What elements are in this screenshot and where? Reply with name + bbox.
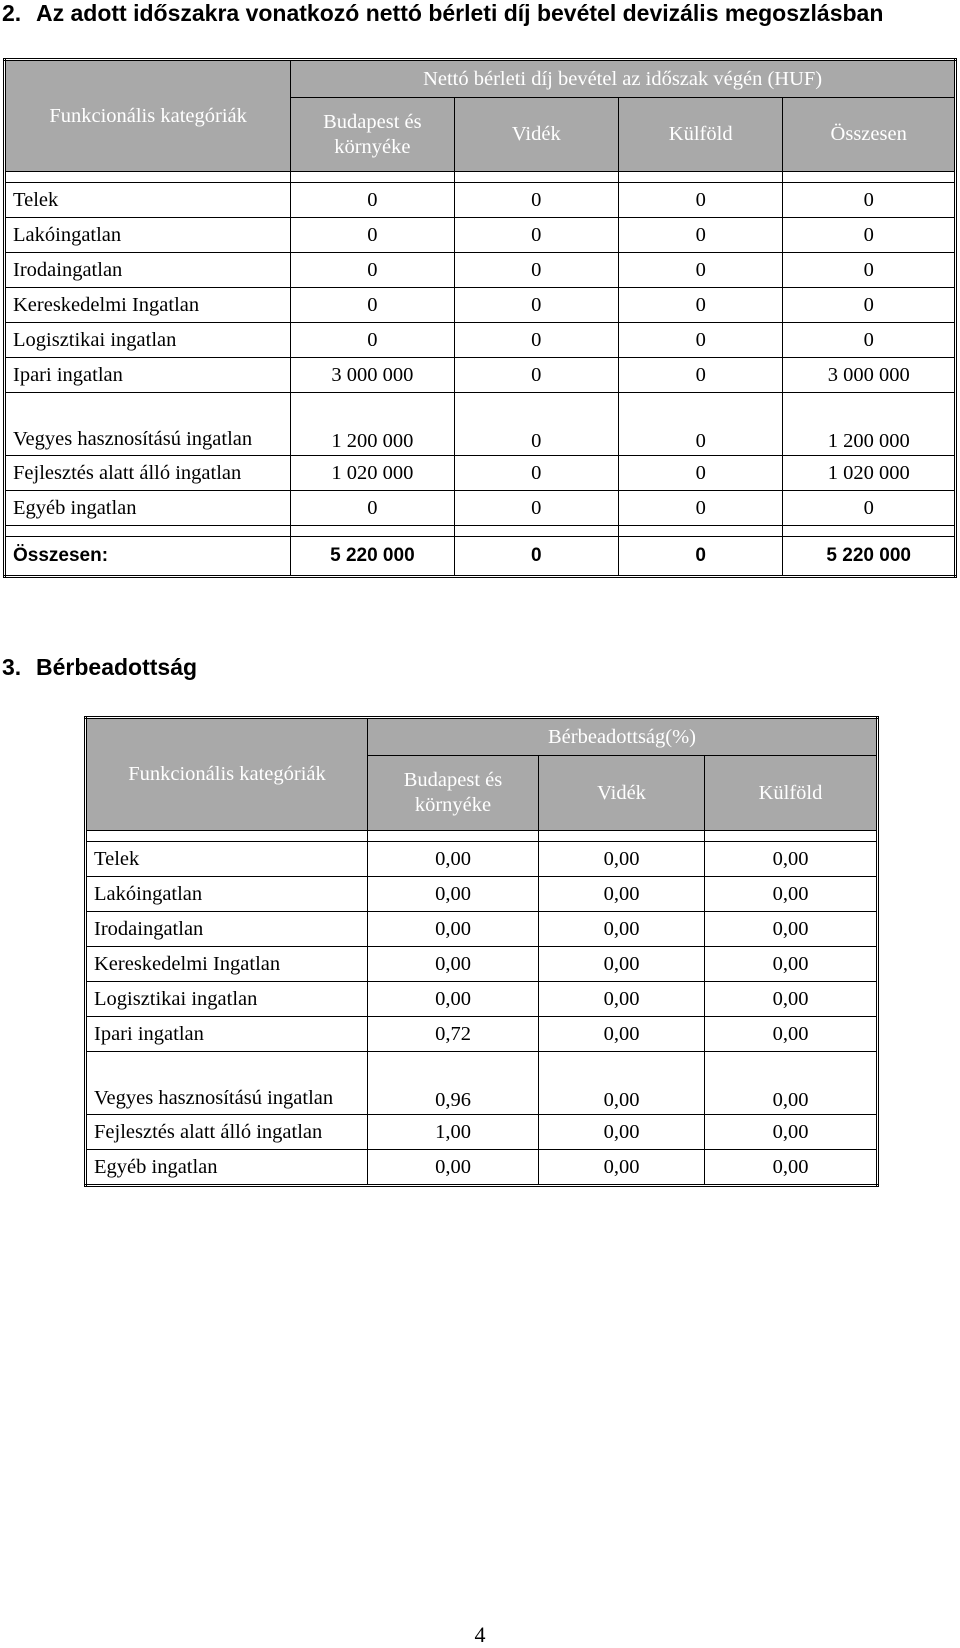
row-label: Egyéb ingatlan — [86, 1150, 368, 1186]
table-cell: 0,00 — [539, 947, 705, 982]
table-cell: 0 — [454, 456, 618, 491]
row-label: Ipari ingatlan — [5, 358, 291, 393]
income-group-header: Nettó bérleti díj bevétel az időszak végén (HUF) — [291, 60, 956, 98]
table-cell: 0 — [783, 218, 956, 253]
page-number: 4 — [474, 1622, 486, 1647]
section-3-heading — [2, 654, 197, 680]
table-cell: 0 — [783, 288, 956, 323]
table-cell: 0 — [291, 288, 454, 323]
table-cell: 0,72 — [368, 1017, 539, 1052]
table-cell: 1,00 — [368, 1115, 539, 1150]
section-3-title: Bérbeadottság — [36, 654, 198, 680]
table-cell: 3 000 000 — [783, 358, 956, 393]
table-row — [5, 456, 956, 491]
total-cell: 5 220 000 — [783, 537, 956, 577]
row-label: Telek — [86, 842, 368, 877]
column-header-budapest: Budapest és környéke — [368, 756, 539, 831]
section-2-title: Az adott időszakra vonatkozó nettó bérleti díj bevétel devizális megoszlásban — [36, 0, 884, 26]
table-row — [86, 947, 878, 982]
table-row — [5, 253, 956, 288]
category-column-header: Funkcionális kategóriák — [5, 60, 291, 172]
total-label: Összesen: — [5, 537, 291, 577]
table-cell: 0 — [618, 253, 782, 288]
table-cell: 0 — [783, 183, 956, 218]
table-row — [86, 912, 878, 947]
table-cell: 0,96 — [368, 1052, 539, 1115]
column-header-budapest: Budapest és környéke — [291, 98, 454, 172]
table-cell: 0 — [783, 491, 956, 526]
table-cell: 0 — [454, 253, 618, 288]
row-label: Ipari ingatlan — [86, 1017, 368, 1052]
row-label: Egyéb ingatlan — [5, 491, 291, 526]
row-label: Vegyes hasznosítású ingatlan — [5, 393, 291, 456]
table-cell: 0 — [454, 218, 618, 253]
table-row — [86, 842, 878, 877]
table-cell: 0 — [454, 288, 618, 323]
table-cell: 0,00 — [705, 877, 878, 912]
row-label: Logisztikai ingatlan — [5, 323, 291, 358]
table-row — [5, 218, 956, 253]
table-cell: 0,00 — [705, 912, 878, 947]
table-cell: 0,00 — [539, 1052, 705, 1115]
total-row — [5, 537, 956, 577]
table-cell: 0 — [454, 183, 618, 218]
row-label: Fejlesztés alatt álló ingatlan — [5, 456, 291, 491]
total-cell: 0 — [454, 537, 618, 577]
table-cell: 0,00 — [368, 877, 539, 912]
row-label: Telek — [5, 183, 291, 218]
table-cell: 0 — [291, 183, 454, 218]
column-header-kulfold: Külföld — [618, 98, 782, 172]
table-row — [86, 1115, 878, 1150]
table-cell: 0 — [454, 323, 618, 358]
column-header-videk: Vidék — [539, 756, 705, 831]
column-header-kulfold: Külföld — [705, 756, 878, 831]
income-table-body — [5, 183, 956, 526]
total-cell: 5 220 000 — [291, 537, 454, 577]
table-cell: 0 — [454, 358, 618, 393]
table-cell: 0,00 — [705, 1052, 878, 1115]
table-cell: 0,00 — [539, 1115, 705, 1150]
table-cell: 0 — [291, 218, 454, 253]
row-label: Vegyes hasznosítású ingatlan — [86, 1052, 368, 1115]
occupancy-table — [84, 716, 879, 1187]
table-cell: 0,00 — [705, 842, 878, 877]
row-label: Lakóingatlan — [5, 218, 291, 253]
table-cell: 0 — [618, 288, 782, 323]
table-cell: 3 000 000 — [291, 358, 454, 393]
table-cell: 0 — [618, 323, 782, 358]
table-cell: 0 — [618, 491, 782, 526]
table-cell: 0,00 — [368, 842, 539, 877]
section-2-heading — [2, 0, 883, 26]
section-3-number: 3. — [2, 654, 22, 680]
table-cell: 0,00 — [705, 1115, 878, 1150]
table-row — [86, 1052, 878, 1115]
table-cell: 0,00 — [368, 982, 539, 1017]
spacer-row — [86, 831, 878, 842]
row-label: Kereskedelmi Ingatlan — [5, 288, 291, 323]
table-cell: 0,00 — [705, 1017, 878, 1052]
table-cell: 1 200 000 — [291, 393, 454, 456]
table-cell: 0,00 — [539, 1150, 705, 1186]
table-cell: 0 — [454, 491, 618, 526]
row-label: Irodaingatlan — [5, 253, 291, 288]
table-cell: 1 020 000 — [783, 456, 956, 491]
table-row — [86, 982, 878, 1017]
table-cell: 0,00 — [368, 947, 539, 982]
table-row — [5, 323, 956, 358]
occupancy-table-body — [86, 842, 878, 1186]
table-cell: 0,00 — [539, 877, 705, 912]
table-cell: 1 200 000 — [783, 393, 956, 456]
spacer-row — [5, 526, 956, 537]
rental-income-table — [3, 58, 957, 578]
table-cell: 0 — [618, 183, 782, 218]
table-row — [86, 1150, 878, 1186]
row-label: Logisztikai ingatlan — [86, 982, 368, 1017]
table-row — [86, 877, 878, 912]
table-row — [5, 393, 956, 456]
table-cell: 0 — [454, 393, 618, 456]
table-cell: 0 — [783, 253, 956, 288]
table-cell: 0,00 — [368, 912, 539, 947]
table-cell: 0 — [291, 253, 454, 288]
table-cell: 0,00 — [705, 982, 878, 1017]
table-cell: 0,00 — [539, 1017, 705, 1052]
table-cell: 0 — [618, 456, 782, 491]
category-column-header: Funkcionális kategóriák — [86, 718, 368, 831]
table-cell: 0,00 — [539, 842, 705, 877]
total-cell: 0 — [618, 537, 782, 577]
table-cell: 0 — [618, 393, 782, 456]
occupancy-group-header: Bérbeadottság(%) — [368, 718, 878, 756]
table-cell: 1 020 000 — [291, 456, 454, 491]
table-cell: 0 — [618, 218, 782, 253]
row-label: Fejlesztés alatt álló ingatlan — [86, 1115, 368, 1150]
table-cell: 0 — [291, 323, 454, 358]
column-header-videk: Vidék — [454, 98, 618, 172]
spacer-row — [5, 172, 956, 183]
table-cell: 0 — [291, 491, 454, 526]
row-label: Irodaingatlan — [86, 912, 368, 947]
table-cell: 0 — [618, 358, 782, 393]
table-cell: 0,00 — [705, 1150, 878, 1186]
table-cell: 0,00 — [705, 947, 878, 982]
table-row — [5, 491, 956, 526]
table-cell: 0,00 — [539, 912, 705, 947]
table-cell: 0,00 — [539, 982, 705, 1017]
column-header-osszesen: Összesen — [783, 98, 956, 172]
row-label: Lakóingatlan — [86, 877, 368, 912]
table-row — [5, 358, 956, 393]
table-cell: 0 — [783, 323, 956, 358]
table-cell: 0,00 — [368, 1150, 539, 1186]
table-row — [86, 1017, 878, 1052]
table-row — [5, 183, 956, 218]
table-row — [5, 288, 956, 323]
row-label: Kereskedelmi Ingatlan — [86, 947, 368, 982]
section-2-number: 2. — [2, 0, 22, 26]
